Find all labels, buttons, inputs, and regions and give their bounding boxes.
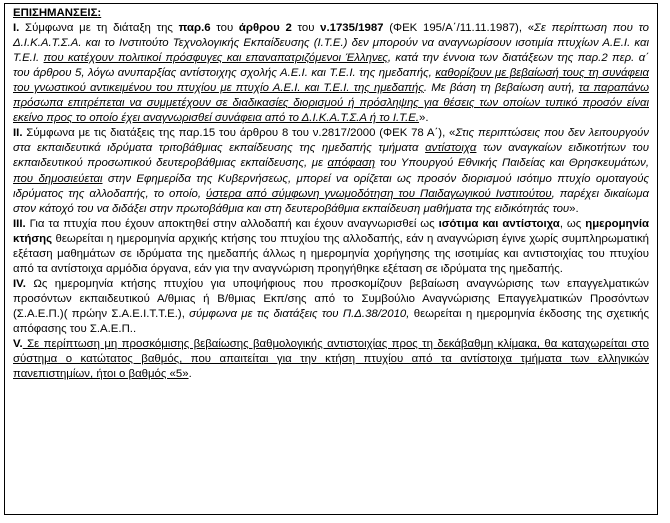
section-iv: IV. Ως ημερομηνία κτήσης πτυχίου για υποψήφιους που προσκομίζουν βεβαίωση αναγνώρισης των επαγγελματικών προσόντων εκπαιδευτικού Α/θμιας ή Β/θμιας Εκπ/σης από το Συμβούλιο Αναγνώρισης Επαγγελματικών Προσόντων (Σ.Α.Ε.Π.)( πρώην Σ.Α.Ε.Ι.Τ.Τ.Ε.), σύμφωνα με τις διατάξεις του Π.Δ.38/2010, θεωρείται η ημερομηνία έκδοσης της σχετικής απόφασης του Σ.Α.Ε.Π.. xyxy=(13,277,649,335)
section-ii-number: II. xyxy=(13,127,23,140)
section-i-number: I. xyxy=(13,22,20,35)
section-v: V. Σε περίπτωση μη προσκόμισης βεβαίωσης βαθμολογικής αντιστοιχίας προς τη δεκάβαθμη κλίμακα, θα καταχωρείται στο σύστημα ο κατώτατος βαθμός, που απαιτείται για την κτήση πτυχίου από τα αντίστοιχα τμήματα των ελληνικών πανεπιστημίων, ήτοι ο βαθμός «5». xyxy=(13,338,649,381)
section-iii: III. Για τα πτυχία που έχουν αποκτηθεί στην αλλοδαπή και έχουν αναγνωρισθεί ως ισότιμα και αντίστοιχα, ως ημερομηνία κτήσης θεωρείται η ημερομηνία αρχικής κτήσης του πτυχίου της αλλοδαπής, εάν η αναγνώριση έγινε χωρίς συμπληρωματική εξέταση μαθημάτων σε ιδρύματα της ημεδαπής άλλως η ημερομηνία χορήγησης της ισοτιμίας και αντιστοιχίας του πτυχίου από τα αντίστοιχα αρμόδια όργανα, εάν για την αναγνώριση προηγήθηκε εξέταση σε ιδρύματα της ημεδαπής. xyxy=(13,217,650,275)
notes-heading: ΕΠΙΣΗΜΑΝΣΕΙΣ: xyxy=(13,7,102,19)
section-iv-number: IV. xyxy=(13,277,26,290)
section-iii-number: III. xyxy=(13,217,26,230)
section-i: I. Σύμφωνα με τη διάταξη της παρ.6 του άρθρου 2 του ν.1735/1987 (ΦΕΚ 195/Α΄/11.11.1987), «Σε περίπτωση που το Δ.Ι.Κ.Α.Τ.Σ.Α. και το Ινστιτούτο Τεχνολογικής Εκπαίδευσης (Ι.Τ.Ε.) δεν μπορούν να αναγνωρίσουν ισοτιμία πτυχίων Α.Ε.Ι. και Τ.Ε.Ι. που κατέχουν πολιτικοί πρόσφυγες και επαναπατριζόμενοι Έλληνες, κατά την έννοια των διατάξεων της παρ.2 περ. α΄ του άρθρου 5, λόγω ανυπαρξίας αντίστοιχης σχολής Α.Ε.Ι. και Τ.Ε.Ι. της ημεδαπής, καθορίζουν με βεβαίωσή τους τη συνάφεια του γνωστικού αντικειμένου του πτυχίου με πτυχίο Α.Ε.Ι. και Τ.Ε.Ι. της ημεδαπής. Με βάση τη βεβαίωση αυτή, τα παραπάνω πρόσωπα επιτρέπεται να συμμετέχουν σε διαδικασίες διορισμού ή πρόσληψης για θέσεις των οποίων τυπικό προσόν είναι εκείνο προς το οποίο έχει αναγνωρισθεί συνάφεια από το Δ.Ι.Κ.Α.Τ.Σ.Α ή το Ι.Τ.Ε.». xyxy=(13,22,650,125)
notes-box xyxy=(4,3,658,515)
section-v-number: V. xyxy=(13,338,23,351)
section-ii: II. Σύμφωνα με τις διατάξεις της παρ.15 του άρθρου 8 του ν.2817/2000 (ΦΕΚ 78 Α΄), «Στις περιπτώσεις που δεν λειτουργούν στα εκπαιδευτικά ιδρύματα τριτοβάθμιας εκπαίδευσης της ημεδαπής τμήματα αντίστοιχα των αναγκαίων ειδικοτήτων του εκπαιδευτικού προσωπικού δευτεροβάθμιας εκπαίδευσης, με απόφαση του Υπουργού Εθνικής Παιδείας και Θρησκευμάτων, που δημοσιεύεται στην Εφημερίδα της Κυβερνήσεως, μπορεί να ορίζεται ως προσόν διορισμού ισότιμο πτυχίο ομοταγούς ιδρύματος της αλλοδαπής, το οποίο, ύστερα από σύμφωνη γνωμοδότηση του Παιδαγωγικού Ινστιτούτου, παρέχει δικαίωμα στον κάτοχό του να διδάξει στην πρωτοβάθμια και στη δευτεροβάθμια εκπαίδευση μαθήματα της ειδικότητάς του». xyxy=(13,127,650,215)
